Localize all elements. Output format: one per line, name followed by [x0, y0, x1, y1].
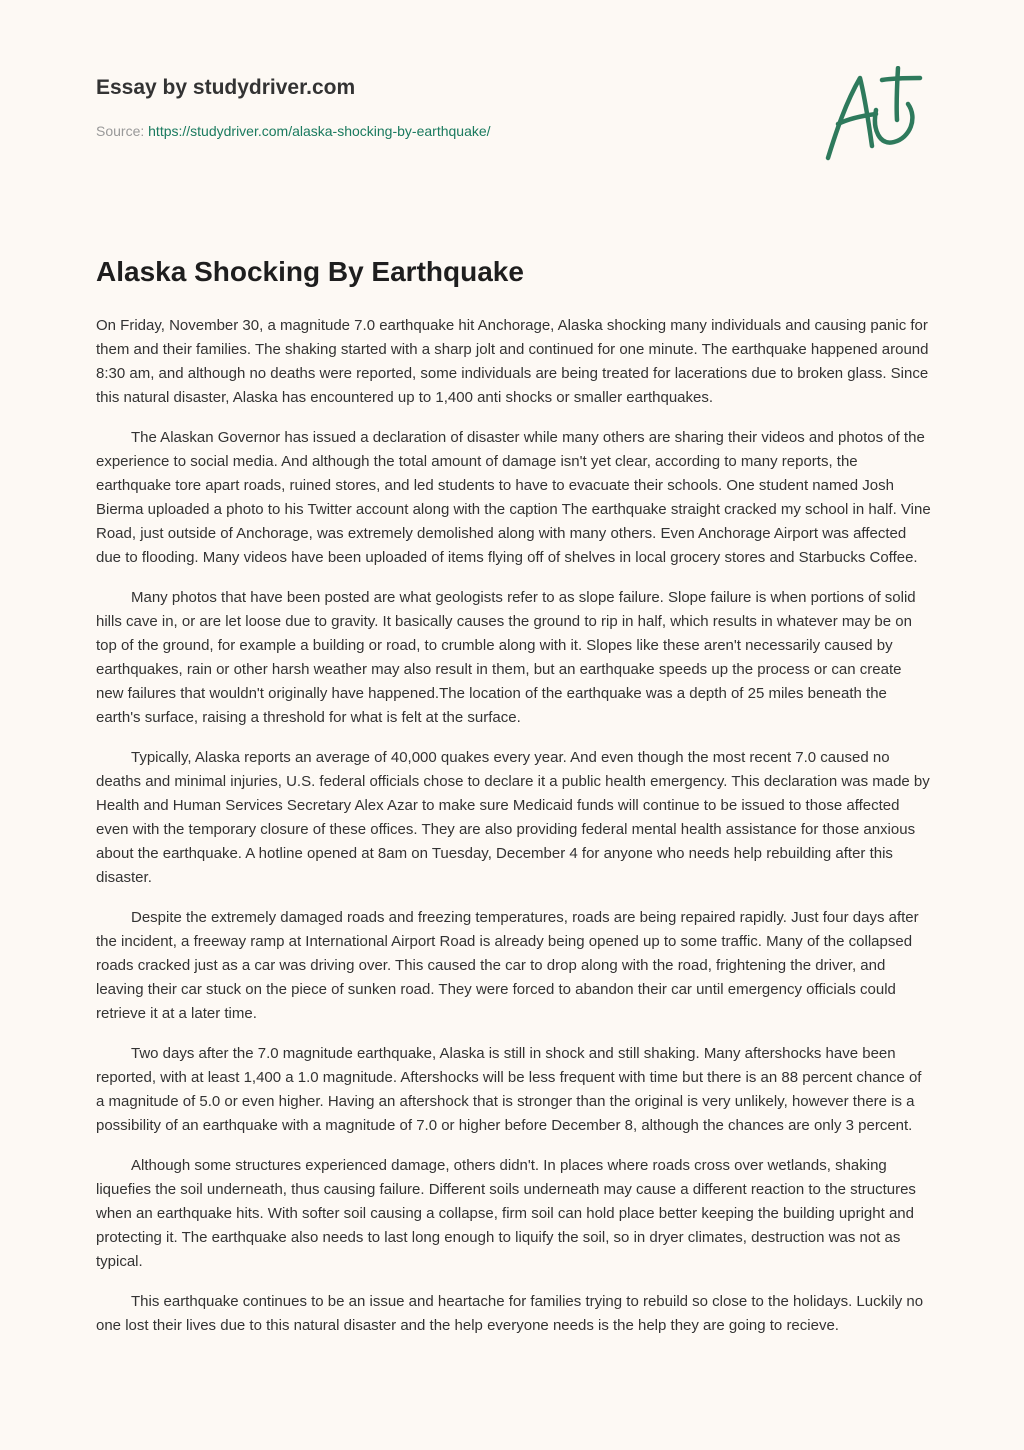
source-line: [96, 123, 491, 139]
essay-paragraph: Two days after the 7.0 magnitude earthquake, Alaska is still in shock and still shaking. Many aftershocks have been reported, with at least 1,400 a 1.0 magnitude. Aftershocks will be less frequent with time but there is an 88 percent chance of a magnitude of 5.0 or even higher. Having an aftershock that is stronger than the original is very unlikely, however there is a possibility of an earthquake with a magnitude of 7.0 or higher before December 8, although the chances are only 3 percent.: [96, 1045, 922, 1134]
essay-paragraph: Many photos that have been posted are what geologists refer to as slope failure. Slope failure is when portions of solid hills cave in, or are let loose due to gravity. It basically causes the ground to rip in half, which results in whatever may be on top of the ground, for example a building or road, to crumble along with it. Slopes like these aren't necessarily caused by earthquakes, rain or other harsh weather may also result in them, but an earthquake speeds up the process or can create new failures that wouldn't originally have happened.The location of the earthquake was a depth of 25 miles beneath the earth's surface, raising a threshold for what is felt at the surface.: [96, 589, 916, 726]
essay-body: [96, 314, 932, 1354]
essay-paragraph: This earthquake continues to be an issue and heartache for families trying to rebuild so close to the holidays. Luckily no one lost their lives due to this natural disaster and the help everyone needs is the help they are going to recieve.: [96, 1293, 924, 1334]
essay-paragraph: On Friday, November 30, a magnitude 7.0 earthquake hit Anchorage, Alaska shocking many individuals and causing panic for them and their families. The shaking started with a sharp jolt and continued for one minute. The earthquake happened around 8:30 am, and although no deaths were reported, some individuals are being treated for lacerations due to broken glass. Since this natural disaster, Alaska has encountered up to 1,400 anti shocks or smaller earthquakes.: [96, 317, 929, 406]
essay-paragraph: Although some structures experienced damage, others didn't. In places where roads cross over wetlands, shaking liquefies the soil underneath, thus causing failure. Different soils underneath may cause a different reaction to the structures when an earthquake hits. With softer soil causing a collapse, firm soil can hold place better keeping the building upright and protecting it. The earthquake also needs to last long enough to liquify the soil, so in dryer climates, destruction was not as typical.: [96, 1157, 916, 1270]
essay-paragraph: Despite the extremely damaged roads and freezing temperatures, roads are being repaired rapidly. Just four days after the incident, a freeway ramp at International Airport Road is already being opened up to some traffic. Many of the collapsed roads cracked just as a car was driving over. This caused the car to drop along with the road, frightening the driver, and leaving their car stuck on the piece of sunken road. They were forced to abandon their car until emergency officials could retrieve it at a later time.: [96, 909, 919, 1022]
source-label: Source:: [96, 123, 149, 139]
a-plus-grade-icon: [822, 66, 930, 166]
essay-title: Alaska Shocking By Earthquake: [96, 256, 524, 287]
essay-paragraph: The Alaskan Governor has issued a declaration of disaster while many others are sharing their videos and photos of the experience to social media. And although the total amount of damage isn't yet clear, according to many reports, the earthquake tore apart roads, ruined stores, and led students to have to evacuate their schools. One student named Josh Bierma uploaded a photo to his Twitter account along with the caption The earthquake straight cracked my school in half. Vine Road, just outside of Anchorage, was extremely demolished along with many others. Even Anchorage Airport was affected due to flooding. Many videos have been uploaded of items flying off of shelves in local grocery stores and Starbucks Coffee.: [96, 429, 931, 566]
site-title: Essay by studydriver.com: [96, 76, 356, 99]
source-link[interactable]: https://studydriver.com/alaska-shocking-by-earthquake/: [148, 123, 491, 139]
essay-paragraph: Typically, Alaska reports an average of 40,000 quakes every year. And even though the most recent 7.0 caused no deaths and minimal injuries, U.S. federal officials chose to declare it a public health emergency. This declaration was made by Health and Human Services Secretary Alex Azar to make sure Medicaid funds will continue to be issued to those affected even with the temporary closure of these offices. They are also providing federal mental health assistance for those anxious about the earthquake. A hotline opened at 8am on Tuesday, December 4 for anyone who needs help rebuilding after this disaster.: [96, 749, 930, 886]
